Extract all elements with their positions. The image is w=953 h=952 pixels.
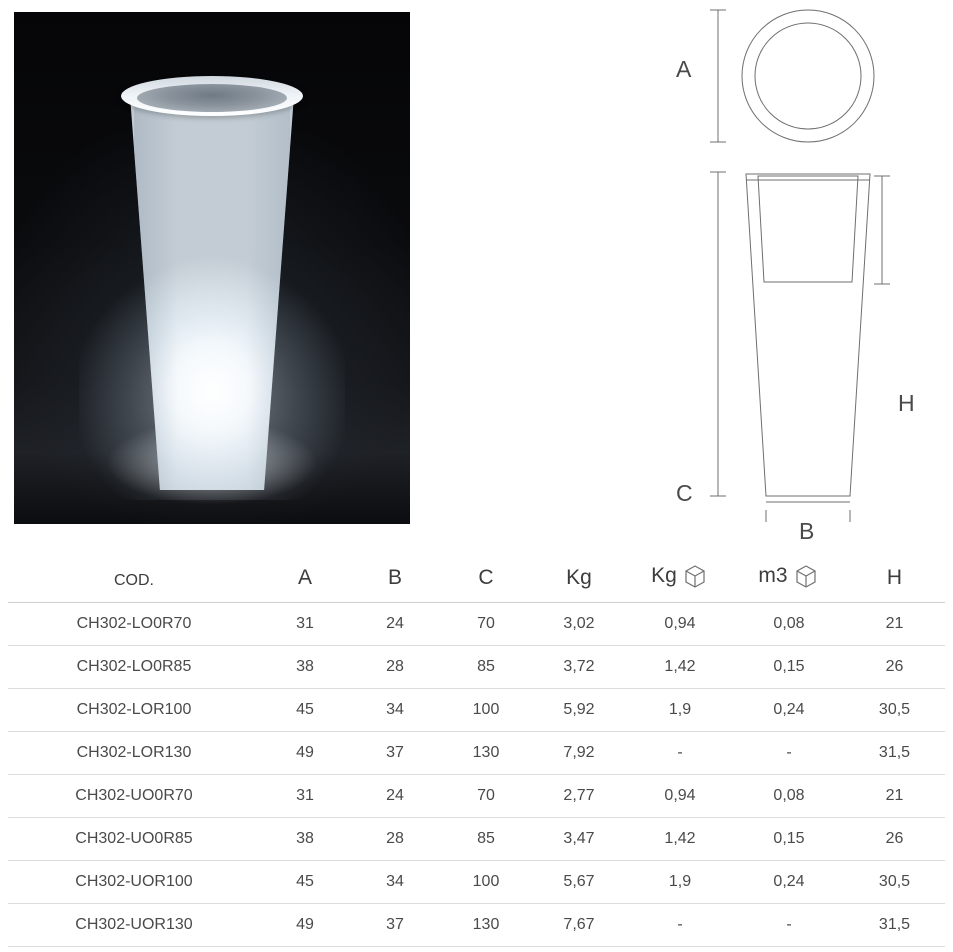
column-header-kg [532,556,626,603]
cell-b: 34 [350,689,440,732]
cell-a: 38 [260,646,350,689]
dimension-label-c: C [676,480,693,506]
vase-illustration [119,90,305,490]
product-photo [14,12,410,524]
vase-body [119,90,305,490]
cell-m3_box: 0,15 [734,818,844,861]
cell-kg: 5,67 [532,861,626,904]
cell-c: 130 [440,904,532,947]
cell-m3_box: - [734,732,844,775]
cell-c: 130 [440,732,532,775]
cell-c: 70 [440,775,532,818]
column-header-kg-label: Kg [566,566,592,589]
cell-kg: 7,92 [532,732,626,775]
cell-cod: CH302-UO0R70 [8,775,260,818]
cell-kg: 3,47 [532,818,626,861]
cell-c: 85 [440,646,532,689]
column-header-cod [8,556,260,603]
cell-kg: 5,92 [532,689,626,732]
cell-b: 24 [350,603,440,646]
column-header-kg-per-box-label: Kg [651,564,677,587]
table-row[interactable] [8,689,945,732]
cell-b: 37 [350,904,440,947]
cell-b: 34 [350,861,440,904]
cell-cod: CH302-UO0R85 [8,818,260,861]
cell-b: 28 [350,646,440,689]
vase-opening [137,84,287,112]
cell-kg_box: 0,94 [626,775,734,818]
cell-a: 49 [260,732,350,775]
column-header-a-label: A [297,566,312,589]
cell-cod: CH302-LO0R70 [8,603,260,646]
cell-m3_box: 0,24 [734,861,844,904]
table-body [8,603,945,947]
column-header-cod-label: COD. [114,572,154,589]
cell-a: 38 [260,818,350,861]
specification-table [8,556,945,947]
cell-h: 31,5 [844,904,945,947]
cell-cod: CH302-UOR100 [8,861,260,904]
cell-m3_box: 0,08 [734,775,844,818]
cell-cod: CH302-LO0R85 [8,646,260,689]
column-header-b [350,556,440,603]
cell-kg: 3,02 [532,603,626,646]
cube-icon [792,562,820,590]
cell-h: 30,5 [844,861,945,904]
table-row[interactable] [8,646,945,689]
column-header-c [440,556,532,603]
cell-h: 21 [844,775,945,818]
cell-m3_box: 0,08 [734,603,844,646]
cell-kg: 2,77 [532,775,626,818]
column-header-h-label: H [886,566,903,589]
cell-a: 49 [260,904,350,947]
column-header-c-label: C [478,566,494,589]
cube-icon [681,562,709,590]
cell-h: 26 [844,646,945,689]
table-header-row [8,556,945,603]
dimension-label-h: H [898,390,915,416]
cell-c: 85 [440,818,532,861]
column-header-m3-per-box [734,556,844,603]
cell-cod: CH302-LOR130 [8,732,260,775]
cell-kg: 3,72 [532,646,626,689]
cell-a: 31 [260,603,350,646]
cell-c: 100 [440,689,532,732]
cell-b: 37 [350,732,440,775]
column-header-b-label: B [387,566,402,589]
cell-kg_box: - [626,732,734,775]
cell-c: 100 [440,861,532,904]
cell-m3_box: 0,15 [734,646,844,689]
cell-kg_box: 1,9 [626,861,734,904]
cell-kg_box: - [626,904,734,947]
column-header-m3-per-box-label: m3 [758,564,788,587]
cell-kg_box: 1,42 [626,818,734,861]
cell-cod: CH302-UOR130 [8,904,260,947]
cell-kg_box: 1,9 [626,689,734,732]
table-row[interactable] [8,818,945,861]
table-row[interactable] [8,904,945,947]
cell-h: 26 [844,818,945,861]
cell-kg_box: 0,94 [626,603,734,646]
cell-kg: 7,67 [532,904,626,947]
table-row[interactable] [8,603,945,646]
cell-m3_box: 0,24 [734,689,844,732]
cell-b: 24 [350,775,440,818]
cell-a: 31 [260,775,350,818]
dimension-label-a: A [676,56,692,82]
cell-cod: CH302-LOR100 [8,689,260,732]
specification-table-wrapper [0,556,953,947]
cell-m3_box: - [734,904,844,947]
cell-a: 45 [260,861,350,904]
column-header-h [844,556,945,603]
cell-b: 28 [350,818,440,861]
dimension-label-b: B [799,518,815,544]
table-row[interactable] [8,861,945,904]
cell-h: 21 [844,603,945,646]
technical-drawings [640,0,940,560]
table-row[interactable] [8,775,945,818]
cell-c: 70 [440,603,532,646]
cell-h: 30,5 [844,689,945,732]
column-header-a [260,556,350,603]
cell-kg_box: 1,42 [626,646,734,689]
column-header-kg-per-box [626,556,734,603]
cell-h: 31,5 [844,732,945,775]
table-row[interactable] [8,732,945,775]
cell-a: 45 [260,689,350,732]
